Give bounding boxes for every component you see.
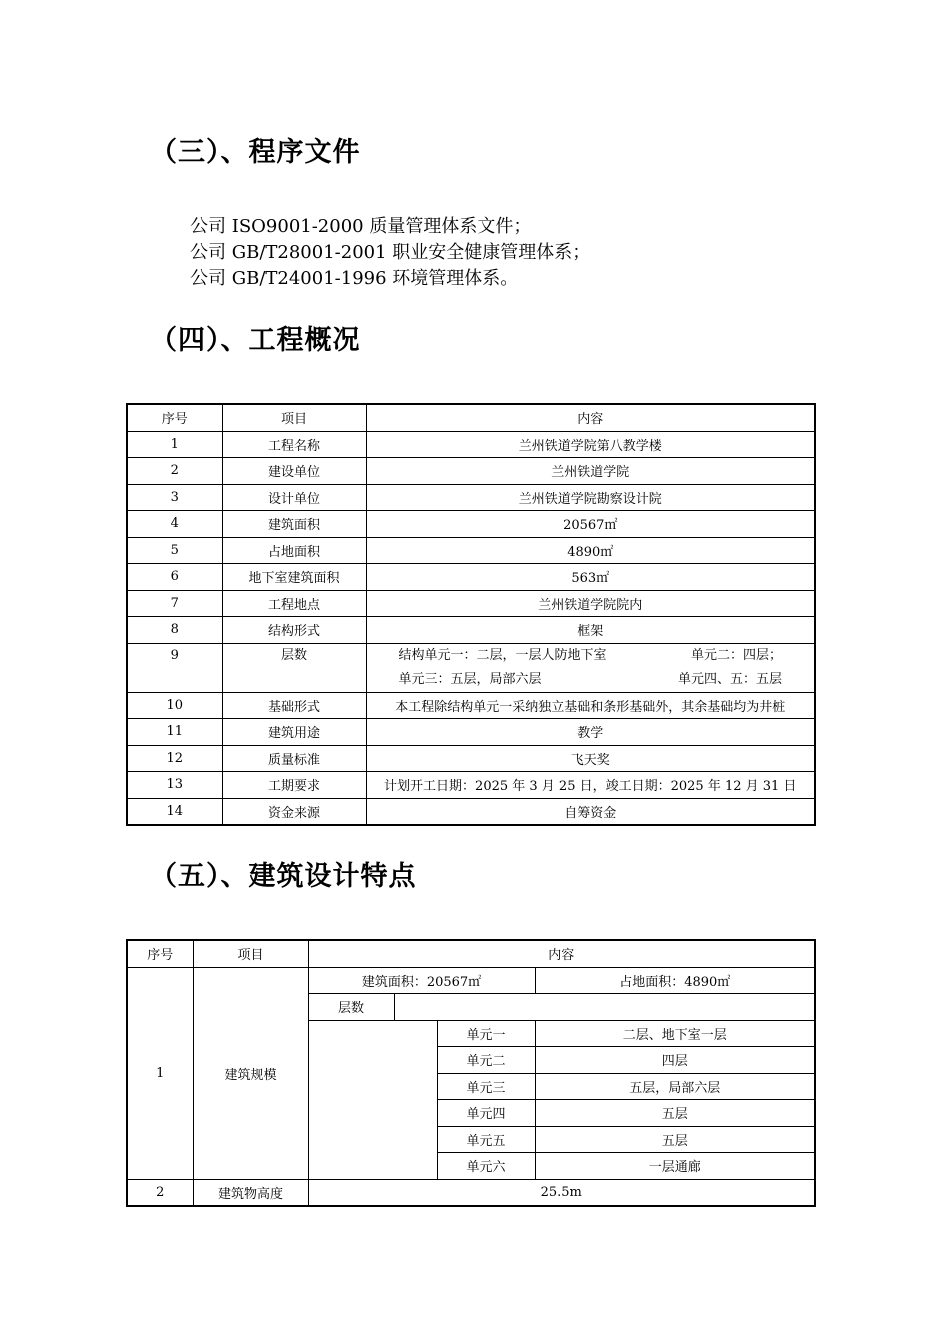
header-content: 内容 <box>308 940 815 967</box>
unit-name: 单元六 <box>437 1153 535 1180</box>
unit-floors: 四层 <box>535 1047 815 1074</box>
unit-floors: 二层、地下室一层 <box>535 1020 815 1047</box>
row-no: 6 <box>127 564 222 591</box>
table-header-row <box>127 404 815 431</box>
row-item: 结构形式 <box>222 617 366 644</box>
footprint-area-cell: 占地面积：4890㎡ <box>535 967 815 994</box>
table-row <box>127 431 815 458</box>
row-content: 563㎡ <box>366 564 815 591</box>
row-item: 资金来源 <box>222 798 366 825</box>
procedure-line: 公司 ISO9001-2000 质量管理体系文件； <box>190 216 532 237</box>
floors-unit-2: 单元二：四层； <box>690 647 782 663</box>
row-item: 地下室建筑面积 <box>222 564 366 591</box>
row-no: 12 <box>127 745 222 772</box>
floors-unit-1: 结构单元一：二层，一层人防地下室 <box>398 647 607 663</box>
table-row <box>127 537 815 564</box>
row-no: 4 <box>127 511 222 538</box>
table-row <box>127 643 815 692</box>
floors-line-1 <box>369 644 813 668</box>
table-row <box>127 967 815 994</box>
row-content: 兰州铁道学院 <box>366 458 815 485</box>
row-content: 自筹资金 <box>366 798 815 825</box>
row-item: 工程名称 <box>222 431 366 458</box>
table-row <box>127 617 815 644</box>
unit-name: 单元二 <box>437 1047 535 1074</box>
table-row <box>127 564 815 591</box>
empty-merged-cell <box>308 1020 437 1179</box>
floors-empty-cell <box>394 994 815 1021</box>
header-no: 序号 <box>127 404 222 431</box>
row-no: 8 <box>127 617 222 644</box>
row-item: 建设单位 <box>222 458 366 485</box>
table-row <box>127 745 815 772</box>
row-item: 工程地点 <box>222 590 366 617</box>
row-item: 建筑物高度 <box>193 1179 308 1206</box>
row-no: 10 <box>127 692 222 719</box>
unit-floors: 五层 <box>535 1126 815 1153</box>
row-content: 兰州铁道学院勘察设计院 <box>366 484 815 511</box>
section-title-overview: （四）、工程概况 <box>150 325 361 356</box>
row-no: 13 <box>127 772 222 799</box>
row-content: 飞天奖 <box>366 745 815 772</box>
table-row <box>127 692 815 719</box>
row-content: 教学 <box>366 719 815 746</box>
design-table <box>126 939 816 1207</box>
row-content: 兰州铁道学院第八教学楼 <box>366 431 815 458</box>
floors-unit-3: 单元三：五层，局部六层 <box>398 671 542 687</box>
floors-unit-45: 单元四、五：五层 <box>677 671 782 687</box>
floors-line-2 <box>369 668 813 692</box>
overview-table <box>126 403 816 826</box>
row-item: 层数 <box>222 643 366 692</box>
table-row <box>127 798 815 825</box>
header-item: 项目 <box>222 404 366 431</box>
procedure-line: 公司 GB/T24001-1996 环境管理体系。 <box>190 268 519 289</box>
row-item: 设计单位 <box>222 484 366 511</box>
table-row <box>127 1179 815 1206</box>
table-row <box>127 484 815 511</box>
row-no: 3 <box>127 484 222 511</box>
header-content: 内容 <box>366 404 815 431</box>
row-content: 计划开工日期：2025 年 3 月 25 日，竣工日期：2025 年 12 月 31 日 <box>366 772 815 799</box>
row-content: 25.5m <box>308 1179 815 1206</box>
row-item: 工期要求 <box>222 772 366 799</box>
row-item: 占地面积 <box>222 537 366 564</box>
row-no: 2 <box>127 1179 193 1206</box>
table-row <box>127 511 815 538</box>
row-item: 建筑面积 <box>222 511 366 538</box>
row-no: 5 <box>127 537 222 564</box>
table-row <box>127 458 815 485</box>
row-content: 框架 <box>366 617 815 644</box>
floors-label: 层数 <box>308 994 394 1021</box>
row-item: 基础形式 <box>222 692 366 719</box>
table-header-row <box>127 940 815 967</box>
row-content: 本工程除结构单元一采纳独立基础和条形基础外，其余基础均为井桩 <box>366 692 815 719</box>
row-content: 20567㎡ <box>366 511 815 538</box>
row-no: 2 <box>127 458 222 485</box>
procedure-line: 公司 GB/T28001-2001 职业安全健康管理体系； <box>190 242 591 263</box>
unit-floors: 五层，局部六层 <box>535 1073 815 1100</box>
row-content: 兰州铁道学院院内 <box>366 590 815 617</box>
building-area-cell: 建筑面积：20567㎡ <box>308 967 535 994</box>
row-content: 4890㎡ <box>366 537 815 564</box>
row-content-floors <box>366 643 815 692</box>
unit-name: 单元三 <box>437 1073 535 1100</box>
row-item: 建筑用途 <box>222 719 366 746</box>
header-item: 项目 <box>193 940 308 967</box>
row-no: 7 <box>127 590 222 617</box>
section-title-procedures: （三）、程序文件 <box>150 137 361 168</box>
section-title-design: （五）、建筑设计特点 <box>150 861 417 892</box>
row-no: 1 <box>127 967 193 1179</box>
row-no: 11 <box>127 719 222 746</box>
table-row <box>127 590 815 617</box>
unit-name: 单元五 <box>437 1126 535 1153</box>
row-no: 1 <box>127 431 222 458</box>
row-item: 建筑规模 <box>193 967 308 1179</box>
table-row <box>127 719 815 746</box>
unit-floors: 一层通廊 <box>535 1153 815 1180</box>
table-row <box>127 772 815 799</box>
row-no: 9 <box>127 643 222 692</box>
procedure-list <box>190 214 590 292</box>
unit-name: 单元一 <box>437 1020 535 1047</box>
unit-name: 单元四 <box>437 1100 535 1127</box>
unit-floors: 五层 <box>535 1100 815 1127</box>
row-no: 14 <box>127 798 222 825</box>
header-no: 序号 <box>127 940 193 967</box>
row-item: 质量标准 <box>222 745 366 772</box>
